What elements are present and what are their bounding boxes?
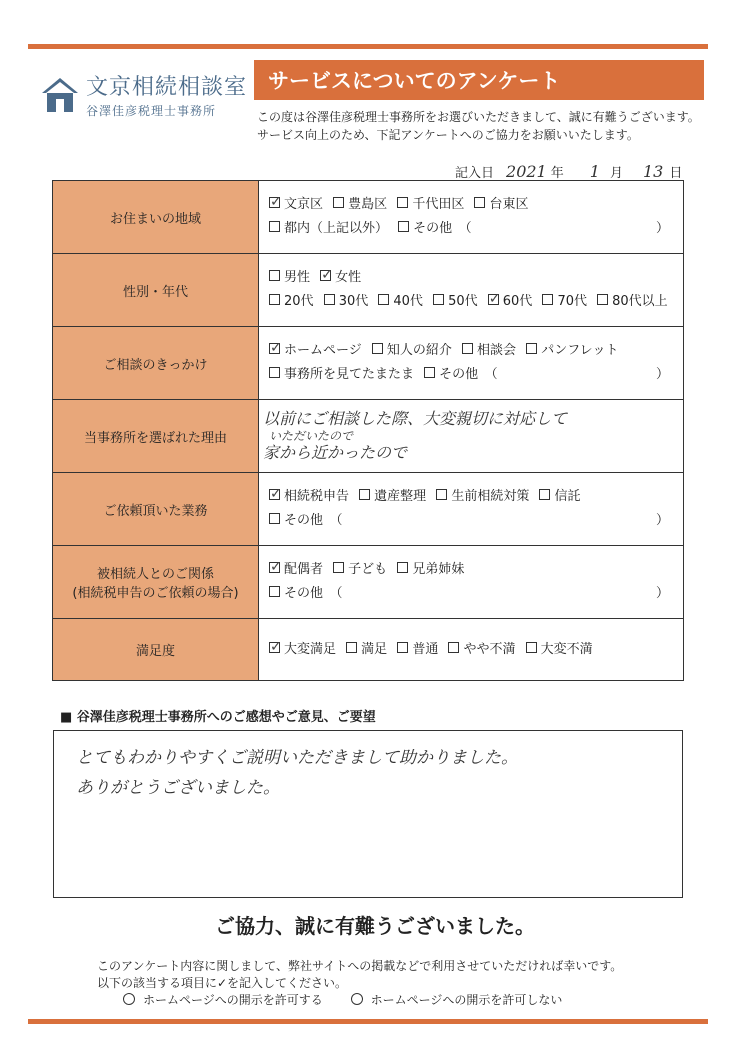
checkbox-other[interactable]: その他 （ [269, 509, 343, 533]
close-paren: ） [655, 221, 669, 236]
check-mark-icon [269, 197, 280, 208]
row-trigger [53, 327, 684, 400]
check-mark-icon [269, 562, 280, 573]
handwritten-line: とてもわかりやすくご説明いただきまして助かりました。 [76, 748, 518, 768]
date-year[interactable]: 2021 [506, 162, 547, 181]
close-paren: ） [655, 586, 669, 601]
row-relation [53, 546, 684, 619]
checkbox-pamphlet[interactable]: パンフレット [526, 339, 618, 363]
intro-text [257, 108, 700, 144]
checkbox-sibling[interactable]: 兄弟姉妹 [397, 558, 464, 582]
close-paren: ） [655, 513, 669, 528]
checkbox-age-20[interactable]: 20代 [269, 290, 314, 314]
survey-form [52, 180, 684, 681]
checkbox-seminar[interactable]: 相談会 [462, 339, 516, 363]
month-unit: 月 [609, 166, 623, 181]
checkbox-age-60[interactable]: ✓ 60代 [488, 290, 533, 314]
logo-subtitle: 谷澤佳彦税理士事務所 [86, 104, 217, 118]
checkbox-taito[interactable]: 台東区 [474, 193, 528, 217]
entry-date [455, 162, 682, 181]
checkbox-homepage[interactable]: ✓ホームページ [269, 339, 362, 363]
checkbox-child[interactable]: 子ども [333, 558, 387, 582]
row-label: お住まいの地域 [53, 181, 259, 254]
consent-text: このアンケート内容に関しまして、弊社サイトへの掲載などで利用させていただければ幸いです。 [97, 959, 623, 973]
checkbox-age-70[interactable]: 70代 [542, 290, 587, 314]
checkbox-very-dissatisfied[interactable]: 大変不満 [526, 638, 593, 662]
radio-circle-icon [351, 993, 363, 1005]
row-label: 被相続人とのご関係 (相続税申告のご依頼の場合) [53, 546, 259, 619]
row-gender-age [53, 254, 684, 327]
survey-title: サービスについてのアンケート [254, 60, 704, 100]
checkbox-estate[interactable]: 遺産整理 [359, 485, 426, 509]
checkbox-other[interactable]: その他 （ [424, 363, 498, 387]
check-mark-icon [269, 489, 280, 500]
handwritten-line: 家から近かったので [263, 443, 408, 462]
row-label: 性別・年代 [53, 254, 259, 327]
row-reason [53, 400, 684, 473]
checkbox-female[interactable]: ✓ 女性 [320, 266, 361, 290]
logo-name: 文京相続相談室 [86, 75, 248, 100]
checkbox-referral[interactable]: 知人の紹介 [372, 339, 452, 363]
checkbox-age-30[interactable]: 30代 [324, 290, 369, 314]
handwritten-line: いただいたので [269, 429, 354, 443]
checkbox-bunkyo[interactable]: ✓文京区 [269, 193, 323, 217]
row-area [53, 181, 684, 254]
intro-line: この度は谷澤佳彦税理士事務所をお選びいただきまして、誠に有難うございます。 [257, 110, 700, 124]
checkbox-spouse[interactable]: ✓配偶者 [269, 558, 323, 582]
handwritten-line: 以前にご相談した際、大変親切に対応して [263, 409, 568, 428]
date-day[interactable]: 13 [642, 162, 664, 181]
checkbox-male[interactable]: 男性 [269, 266, 310, 290]
row-label: ご依頼頂いた業務 [53, 473, 259, 546]
top-rule [28, 44, 708, 49]
bottom-rule [28, 1019, 708, 1024]
row-satisfaction [53, 619, 684, 681]
radio-deny[interactable]: ホームページへの開示を許可しない [351, 993, 563, 1007]
check-mark-icon [488, 294, 499, 305]
row-label: 満足度 [53, 619, 259, 681]
date-month[interactable]: 1 [589, 162, 600, 181]
radio-circle-icon [123, 993, 135, 1005]
check-mark-icon [269, 642, 280, 653]
checkbox-other[interactable]: その他 （ [398, 217, 472, 241]
checkbox-very-satisfied[interactable]: ✓ 大変満足 [269, 638, 336, 662]
checkbox-dissatisfied[interactable]: やや不満 [448, 638, 515, 662]
intro-line: サービス向上のため、下記アンケートへのご協力をお願いいたします。 [257, 128, 639, 142]
checkbox-inheritance-tax[interactable]: ✓相続税申告 [269, 485, 349, 509]
checkbox-toshima[interactable]: 豊島区 [333, 193, 387, 217]
logo [40, 70, 247, 119]
handwritten-line: ありがとうございました。 [76, 778, 280, 798]
checkbox-age-80[interactable]: 80代以上 [597, 290, 668, 314]
checkbox-pre-planning[interactable]: 生前相続対策 [436, 485, 529, 509]
radio-allow[interactable]: ホームページへの開示を許可する [123, 993, 323, 1007]
row-label: 当事務所を選ばれた理由 [53, 400, 259, 473]
checkbox-chiyoda[interactable]: 千代田区 [397, 193, 464, 217]
checkbox-neutral[interactable]: 普通 [397, 638, 438, 662]
thank-you-message: ご協力、誠に有難うございました。 [215, 914, 535, 938]
date-label: 記入日 [455, 166, 495, 181]
check-mark-icon [320, 270, 331, 281]
house-logo-icon [40, 75, 80, 115]
row-service [53, 473, 684, 546]
checkbox-age-50[interactable]: 50代 [433, 290, 478, 314]
checkbox-trust[interactable]: 信託 [539, 485, 580, 509]
year-unit: 年 [550, 166, 564, 181]
reason-answer[interactable] [259, 400, 684, 473]
checkbox-walk-by[interactable]: 事務所を見てたまたま [269, 363, 414, 387]
comments-heading: ■ 谷澤佳彦税理士事務所へのご感想やご意見、ご要望 [60, 710, 376, 725]
row-label: ご相談のきっかけ [53, 327, 259, 400]
day-unit: 日 [669, 166, 683, 181]
close-paren: ） [655, 367, 669, 382]
consent-section [97, 958, 622, 1009]
checkbox-tokyo-other[interactable]: 都内（上記以外） [269, 217, 388, 241]
checkbox-satisfied[interactable]: 満足 [346, 638, 387, 662]
comments-box[interactable] [53, 730, 683, 898]
check-mark-icon [269, 343, 280, 354]
checkbox-age-40[interactable]: 40代 [378, 290, 423, 314]
consent-text: 以下の該当する項目に✓を記入してください。 [97, 976, 348, 990]
checkbox-other[interactable]: その他 （ [269, 582, 343, 606]
